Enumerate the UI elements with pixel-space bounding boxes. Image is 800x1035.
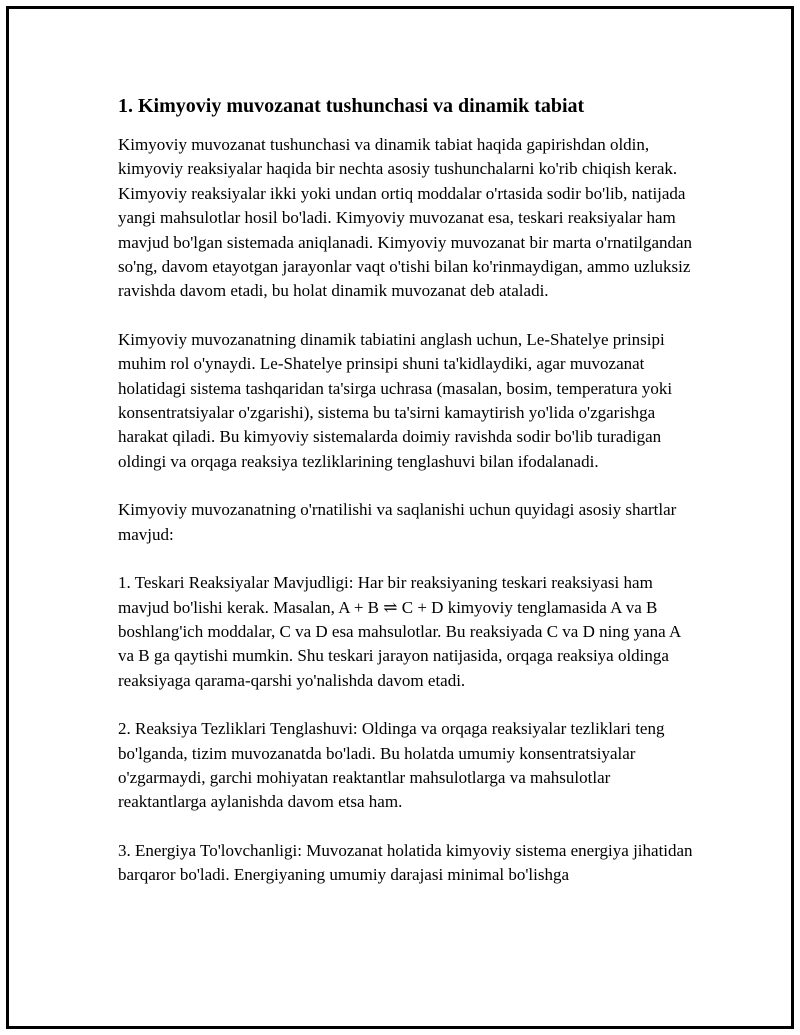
paragraph-condition-rate-equality: 2. Reaksiya Tezliklari Tenglashuvi: Oldinga va orqaga reaksiyalar tezliklari teng bo'lganda, tizim muvozanatda bo'ladi. Bu holatda umumiy konsentratsiyalar o'zgarmaydi, garchi mohiyatan reaktantlar mahsulotlarga va mahsulotlar reaktantlarga aylanishda davom etsa ham. — [118, 719, 665, 812]
paragraph-le-chatelier: Kimyoviy muvozanatning dinamik tabiatini anglash uchun, Le-Shatelye prinsipi muhim rol o'ynaydi. Le-Shatelye prinsipi shuni ta'kidlaydiki, agar muvozanat holatidagi sistema tashqaridan ta'sirga uchrasa (masalan, bosim, temperatura yoki konsentratsiyalar o'zgarishi), sistema bu ta'sirni kamaytirish yo'lida o'zgarishga harakat qiladi. Bu kimyoviy sistemalarda doimiy ravishda sodir bo'lib turadigan oldingi va orqaga reaksiya tezliklarining tenglashuvi bilan ifodalanadi. — [118, 329, 673, 471]
paragraph-conditions-intro: Kimyoviy muvozanatning o'rnatilishi va saqlanishi uchun quyidagi asosiy shartlar mavjud: — [118, 500, 677, 544]
paragraph-intro: Kimyoviy muvozanat tushunchasi va dinamik tabiat haqida gapirishdan oldin, kimyoviy reaksiyalar haqida bir nechta asosiy tushunchalarni ko'rib chiqish kerak. Kimyoviy reaksiyalar ikki yoki undan ortiq moddalar o'rtasida sodir bo'lib, natijada yangi mahsulotlar hosil bo'ladi. Kimyoviy muvozanat esa, teskari reaksiyalar ham mavjud bo'lgan sistemada aniqlanadi. Kimyoviy muvozanat bir marta o'rnatilgandan so'ng, davom etayotgan jarayonlar vaqt o'tishi bilan ko'rinmaydigan, ammo uzluksiz ravishda davom etadi, bu holat dinamik muvozanat deb ataladi. — [118, 135, 693, 301]
paragraph-condition-energy: 3. Energiya To'lovchanligi: Muvozanat holatida kimyoviy sistema energiya jihatidan barqaror bo'ladi. Energiyaning umumiy darajasi minimal bo'lishga — [118, 840, 693, 885]
section-title: 1. Kimyoviy muvozanat tushunchasi va dinamik tabiat — [118, 95, 585, 117]
document-body — [118, 93, 696, 912]
paragraph-condition-reverse-reactions: 1. Teskari Reaksiyalar Mavjudligi: Har bir reaksiyaning teskari reaksiyasi ham mavjud bo'lishi kerak. Masalan, A + B ⇌ C + D kimyoviy tenglamasida A va B boshlang'ich moddalar, C va D esa mahsulotlar. Bu reaksiyada C va D ning yana A va B ga qaytishi mumkin. Shu teskari jarayon natijasida, orqaga reaksiya oldinga reaksiyaga qarama-qarshi yo'nalishda davom etadi. — [118, 573, 681, 690]
